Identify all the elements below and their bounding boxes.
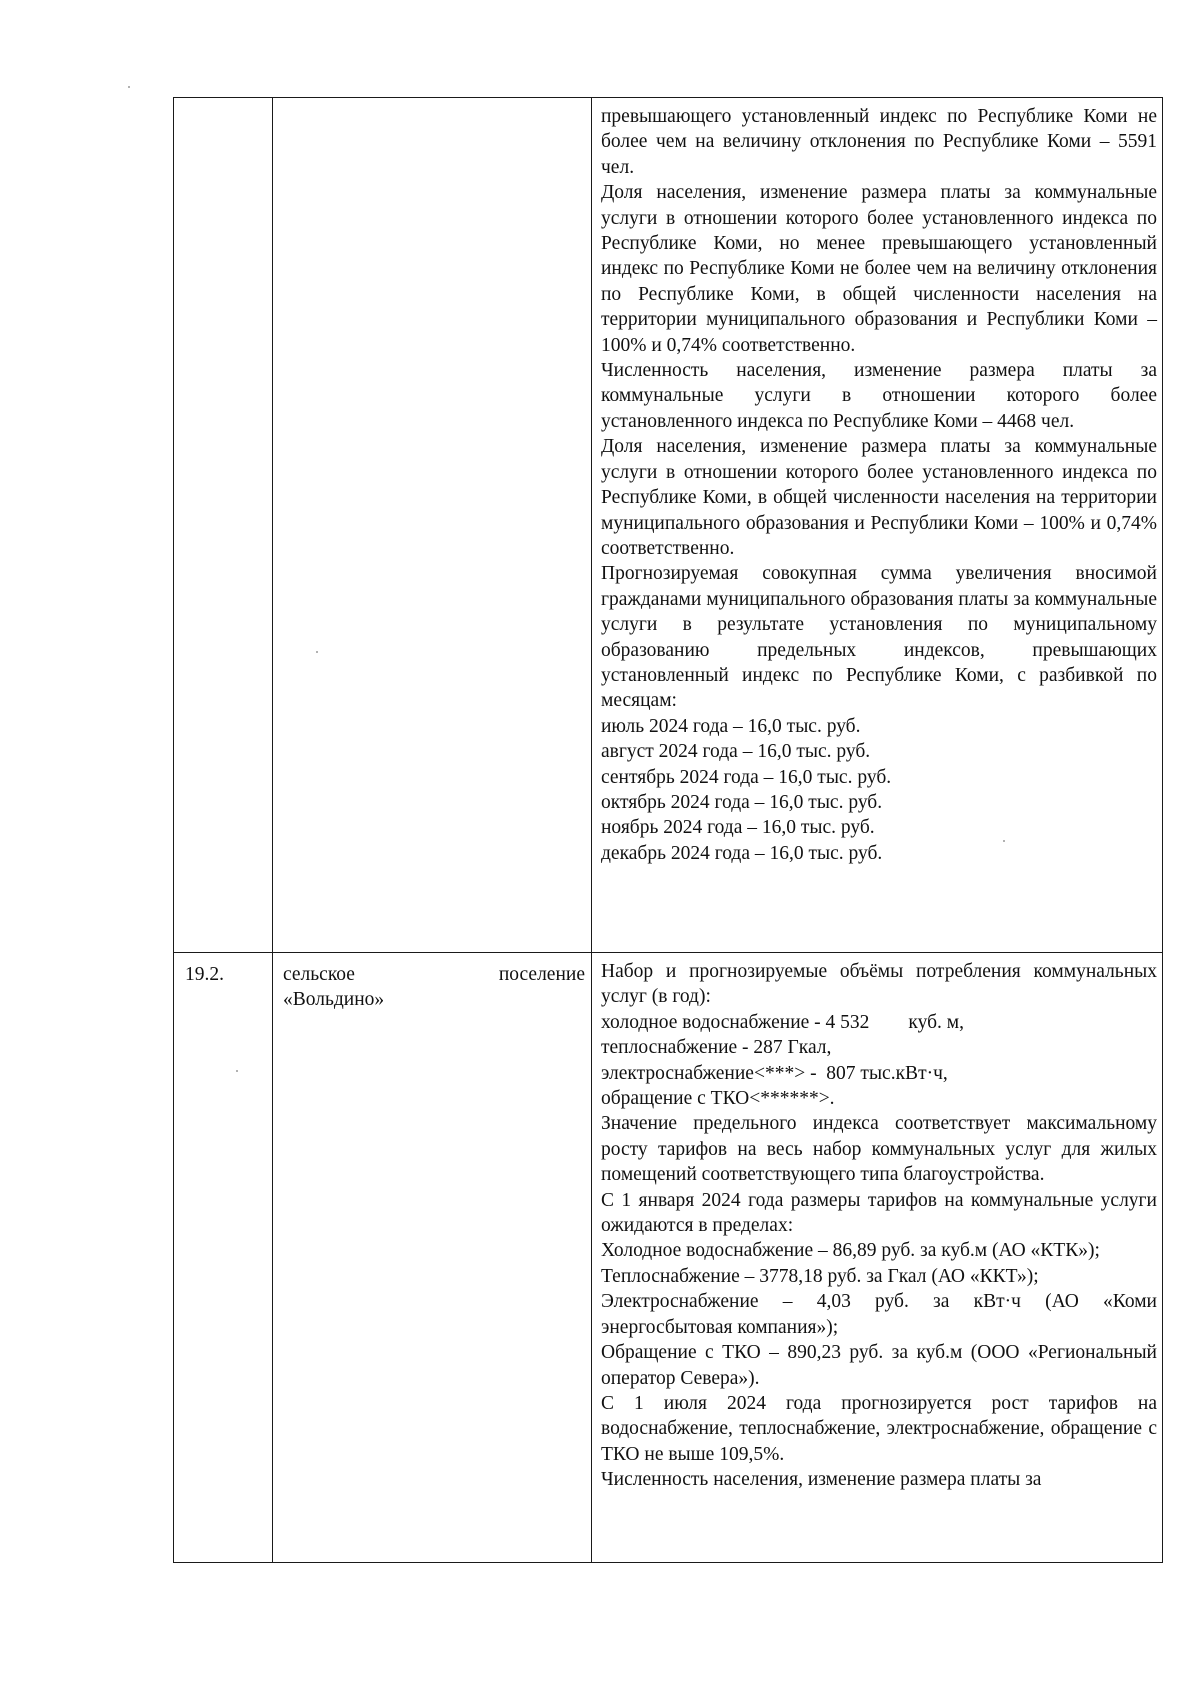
volume-line: электроснабжение<***> - 807 тыс.кВт·ч, [601, 1062, 948, 1084]
month-line: август 2024 года – 16,0 тыс. руб. [601, 741, 871, 763]
month-line: ноябрь 2024 года – 16,0 тыс. руб. [601, 817, 875, 839]
name-word: сельское [283, 964, 355, 985]
name-line: «Вольдино» [283, 989, 385, 1011]
paragraph: Численность населения, изменение размера платы за [601, 1469, 1042, 1491]
table-row [174, 953, 1163, 1563]
paragraph: Доля населения, изменение размера платы за коммунальные услуги в отношении которого более установленного индекса по Республике Коми, в общей численности населения на территории муниципального образования и Республики Коми – 100% и 0,74% соответственно. [601, 436, 1157, 559]
month-line: октябрь 2024 года – 16,0 тыс. руб. [601, 791, 883, 813]
settlement-name [273, 953, 591, 1013]
name-word: поселение [498, 964, 585, 985]
paragraph: Теплоснабжение – 3778,18 руб. за Гкал (АО «ККТ»); [601, 1265, 1039, 1287]
month-line: декабрь 2024 года – 16,0 тыс. руб. [601, 842, 883, 864]
volume-line: теплоснабжение - 287 Гкал, [601, 1037, 832, 1059]
paragraph: Прогнозируемая совокупная сумма увеличения вносимой гражданами муниципального образования платы за коммунальные услуги в результате установления по муниципальному образованию предельных индексов, превышающих установленный индекс по Республике Коми, с разбивкой по месяцам: [601, 563, 1157, 712]
paragraph: Электроснабжение – 4,03 руб. за кВт·ч (АО «Коми энергосбытовая компания»); [601, 1291, 1157, 1338]
content-cell [592, 953, 1163, 1563]
scan-speck [128, 86, 130, 88]
paragraph: С 1 июля 2024 года прогнозируется рост тарифов на водоснабжение, теплоснабжение, электроснабжение, обращение с ТКО не выше 109,5%. [601, 1392, 1157, 1465]
name-cell [273, 953, 592, 1563]
row-number: 19.2. [185, 964, 224, 985]
volume-line: обращение с ТКО<******>. [601, 1088, 835, 1110]
paragraph: превышающего установленный индекс по Республике Коми не более чем на величину отклонения по Республике Коми – 5591 чел. [601, 106, 1157, 178]
paragraph: Доля населения, изменение размера платы за коммунальные услуги в отношении которого более установленного индекса по Республике Коми, но менее превышающего установленный индекс по Республике Коми не более чем на величину отклонения по Республике Коми, в общей численности населения на территории муниципального образования и Республики Коми – 100% и 0,74% соответственно. [601, 182, 1157, 356]
number-cell [174, 953, 273, 1563]
month-line: сентябрь 2024 года – 16,0 тыс. руб. [601, 766, 892, 788]
document-table [173, 97, 1163, 1563]
paragraph: Набор и прогнозируемые объёмы потребления коммунальных услуг (в год): [601, 961, 1157, 1008]
content-cell [592, 98, 1163, 953]
paragraph: Обращение с ТКО – 890,23 руб. за куб.м (ООО «Региональный оператор Севера»). [601, 1342, 1157, 1389]
volume-line: холодное водоснабжение - 4 532 куб. м, [601, 1011, 964, 1033]
paragraph: Холодное водоснабжение – 86,89 руб. за куб.м (АО «КТК»); [601, 1240, 1100, 1262]
paragraph: Значение предельного индекса соответствует максимальному росту тарифов на весь набор коммунальных услуг для жилых помещений соответствующего типа благоустройства. [601, 1113, 1157, 1186]
paragraph: Численность населения, изменение размера платы за коммунальные услуги в отношении которого более установленного индекса по Республике Коми – 4468 чел. [601, 360, 1157, 432]
table-row [174, 98, 1163, 953]
name-cell [273, 98, 592, 953]
month-line: июль 2024 года – 16,0 тыс. руб. [601, 715, 861, 737]
paragraph: С 1 января 2024 года размеры тарифов на коммунальные услуги ожидаются в пределах: [601, 1189, 1157, 1237]
number-cell [174, 98, 273, 953]
